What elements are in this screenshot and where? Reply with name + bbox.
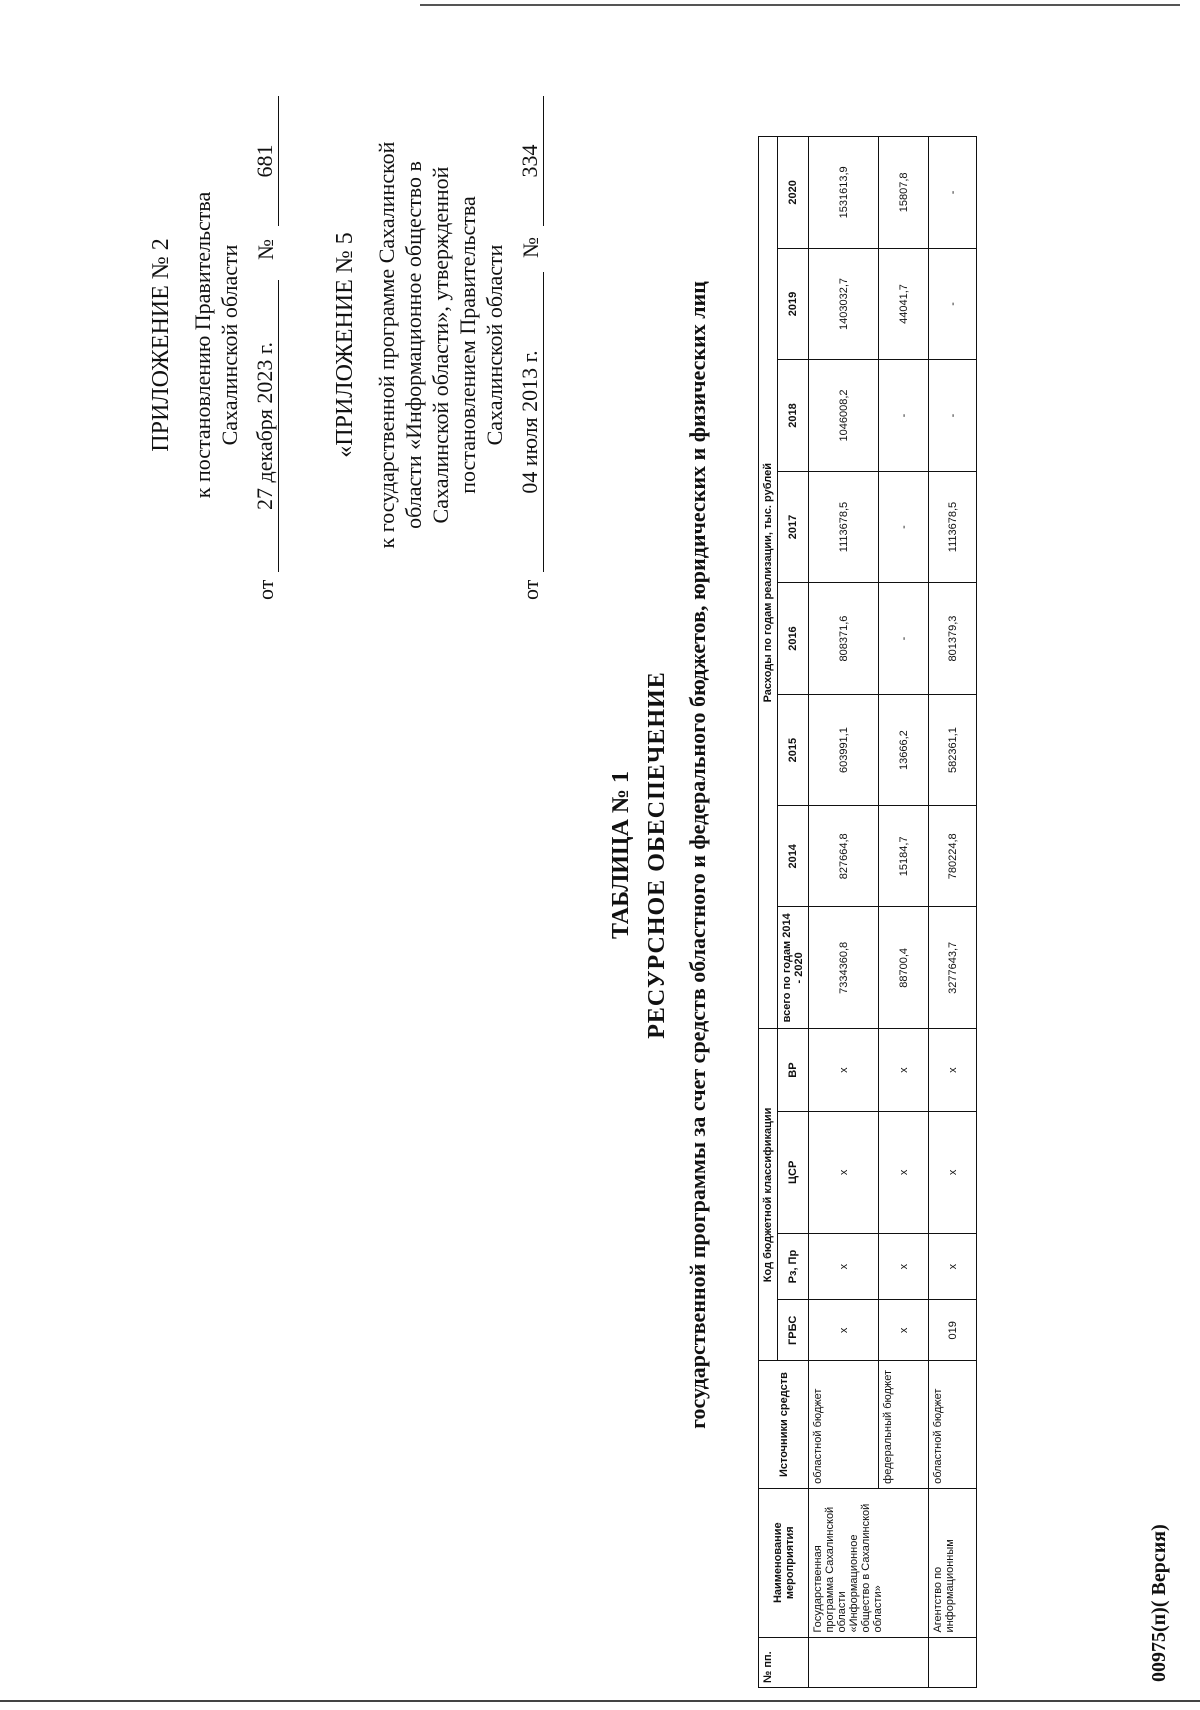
cell-source: областной бюджет xyxy=(929,1361,977,1488)
cell-2014: 780224,8 xyxy=(929,806,977,907)
appendix-2-date-row xyxy=(245,90,279,600)
col-header-2016: 2016 xyxy=(778,583,809,695)
cell-total: 7334360,8 xyxy=(809,907,879,1029)
table-subtitle: РЕСУРСНОЕ ОБЕСПЕЧЕНИЕ xyxy=(644,671,670,1039)
cell-total: 88700,4 xyxy=(879,907,929,1029)
ot-label: от xyxy=(253,579,278,600)
cell-2019: - xyxy=(929,248,977,360)
cell-2020: 15807,8 xyxy=(879,137,929,249)
cell-grbs: х xyxy=(809,1300,879,1361)
cell-name: Агентство по информационным xyxy=(929,1488,977,1637)
col-header-sources: Источники средств xyxy=(759,1361,809,1488)
cell-2015: 582361,1 xyxy=(929,694,977,806)
resource-table xyxy=(758,136,977,1688)
appendix-5-line2: области «Информационное общество в xyxy=(401,161,426,529)
cell-2016: 808371,6 xyxy=(809,583,879,695)
cell-total: 3277643,7 xyxy=(929,907,977,1029)
col-header-num: № пп. xyxy=(759,1637,809,1687)
appendix-5-line4: постановлением Правительства xyxy=(455,196,480,494)
appendix-5-number: 334 xyxy=(516,96,544,226)
col-header-rzpr: Рз, Пр xyxy=(778,1233,809,1299)
col-header-expenses: Расходы по годам реализации, тыс. рублей xyxy=(759,137,778,1029)
cell-2019: 1403032,7 xyxy=(809,248,879,360)
cell-2016: - xyxy=(879,583,929,695)
cell-vr: х xyxy=(809,1029,879,1111)
appendix-2-title: ПРИЛОЖЕНИЕ № 2 xyxy=(148,238,174,452)
ot-label: от xyxy=(518,579,543,600)
col-header-grbs: ГРБС xyxy=(778,1300,809,1361)
cell-name: Государственная программа Сахалинской области «Информационное общество в Сахалинской области» xyxy=(809,1488,929,1637)
appendix-5-header xyxy=(332,90,544,600)
appendix-2-date: 27 декабря 2023 г. xyxy=(251,280,279,572)
table-row xyxy=(879,137,929,1688)
appendix-5-date-row xyxy=(510,90,544,600)
appendix-5-line5: Сахалинской области xyxy=(482,244,507,446)
cell-2018: 1046008,2 xyxy=(809,360,879,472)
col-header-2017: 2017 xyxy=(778,471,809,583)
cell-2017: 1113678,5 xyxy=(809,471,879,583)
cell-2016: 801379,3 xyxy=(929,583,977,695)
col-header-2014: 2014 xyxy=(778,806,809,907)
cell-csr: х xyxy=(879,1111,929,1233)
appendix-5-line1: к государственной программе Сахалинской xyxy=(374,141,399,549)
cell-vr: х xyxy=(879,1029,929,1111)
footer-version-note: 00975(п)( Версия) xyxy=(1148,1524,1170,1682)
col-header-2020: 2020 xyxy=(778,137,809,249)
cell-source: федеральный бюджет xyxy=(879,1361,929,1488)
cell-2015: 13666,2 xyxy=(879,694,929,806)
cell-csr: х xyxy=(809,1111,879,1233)
col-header-vr: ВР xyxy=(778,1029,809,1111)
table-description: государственной программы за счет средств областного и федерального бюджетов, юридических и физических лиц xyxy=(685,281,710,1429)
cell-2014: 827664,8 xyxy=(809,806,879,907)
cell-2018: - xyxy=(929,360,977,472)
col-header-csr: ЦСР xyxy=(778,1111,809,1233)
col-header-total: всего по годам 2014 - 2020 xyxy=(778,907,809,1029)
cell-rzpr: х xyxy=(879,1233,929,1299)
appendix-2-line2: Сахалинской области xyxy=(217,244,242,446)
appendix-2-header xyxy=(148,90,279,600)
appendix-2-line1: к постановлению Правительства xyxy=(190,191,215,499)
col-header-name: Наименование мероприятия xyxy=(759,1488,809,1637)
cell-source: областной бюджет xyxy=(809,1361,879,1488)
cell-2017: 1113678,5 xyxy=(929,471,977,583)
cell-vr: х xyxy=(929,1029,977,1111)
col-header-2018: 2018 xyxy=(778,360,809,472)
cell-2020: 1531613,9 xyxy=(809,137,879,249)
appendix-2-number: 681 xyxy=(251,96,279,226)
cell-grbs: х xyxy=(879,1300,929,1361)
table-number-title: ТАБЛИЦА № 1 xyxy=(608,770,634,940)
cell-csr: х xyxy=(929,1111,977,1233)
table-row xyxy=(809,137,879,1688)
cell-2014: 15184,7 xyxy=(879,806,929,907)
number-sign: № xyxy=(518,237,543,258)
table-row xyxy=(929,137,977,1688)
col-header-2019: 2019 xyxy=(778,248,809,360)
cell-num xyxy=(809,1637,929,1687)
appendix-5-title: «ПРИЛОЖЕНИЕ № 5 xyxy=(332,232,358,458)
number-sign: № xyxy=(253,239,278,260)
cell-rzpr: х xyxy=(809,1233,879,1299)
col-header-budget-code: Код бюджетной классификации xyxy=(759,1029,778,1361)
cell-2017: - xyxy=(879,471,929,583)
appendix-5-date: 04 июля 2013 г. xyxy=(516,272,544,572)
table-header-row-1 xyxy=(759,137,778,1688)
col-header-2015: 2015 xyxy=(778,694,809,806)
cell-2020: - xyxy=(929,137,977,249)
cell-grbs: 019 xyxy=(929,1300,977,1361)
cell-2018: - xyxy=(879,360,929,472)
cell-2015: 603991,1 xyxy=(809,694,879,806)
cell-num xyxy=(929,1637,977,1687)
cell-2019: 44041,7 xyxy=(879,248,929,360)
cell-rzpr: х xyxy=(929,1233,977,1299)
appendix-5-line3: Сахалинской области», утвержденной xyxy=(428,166,453,524)
